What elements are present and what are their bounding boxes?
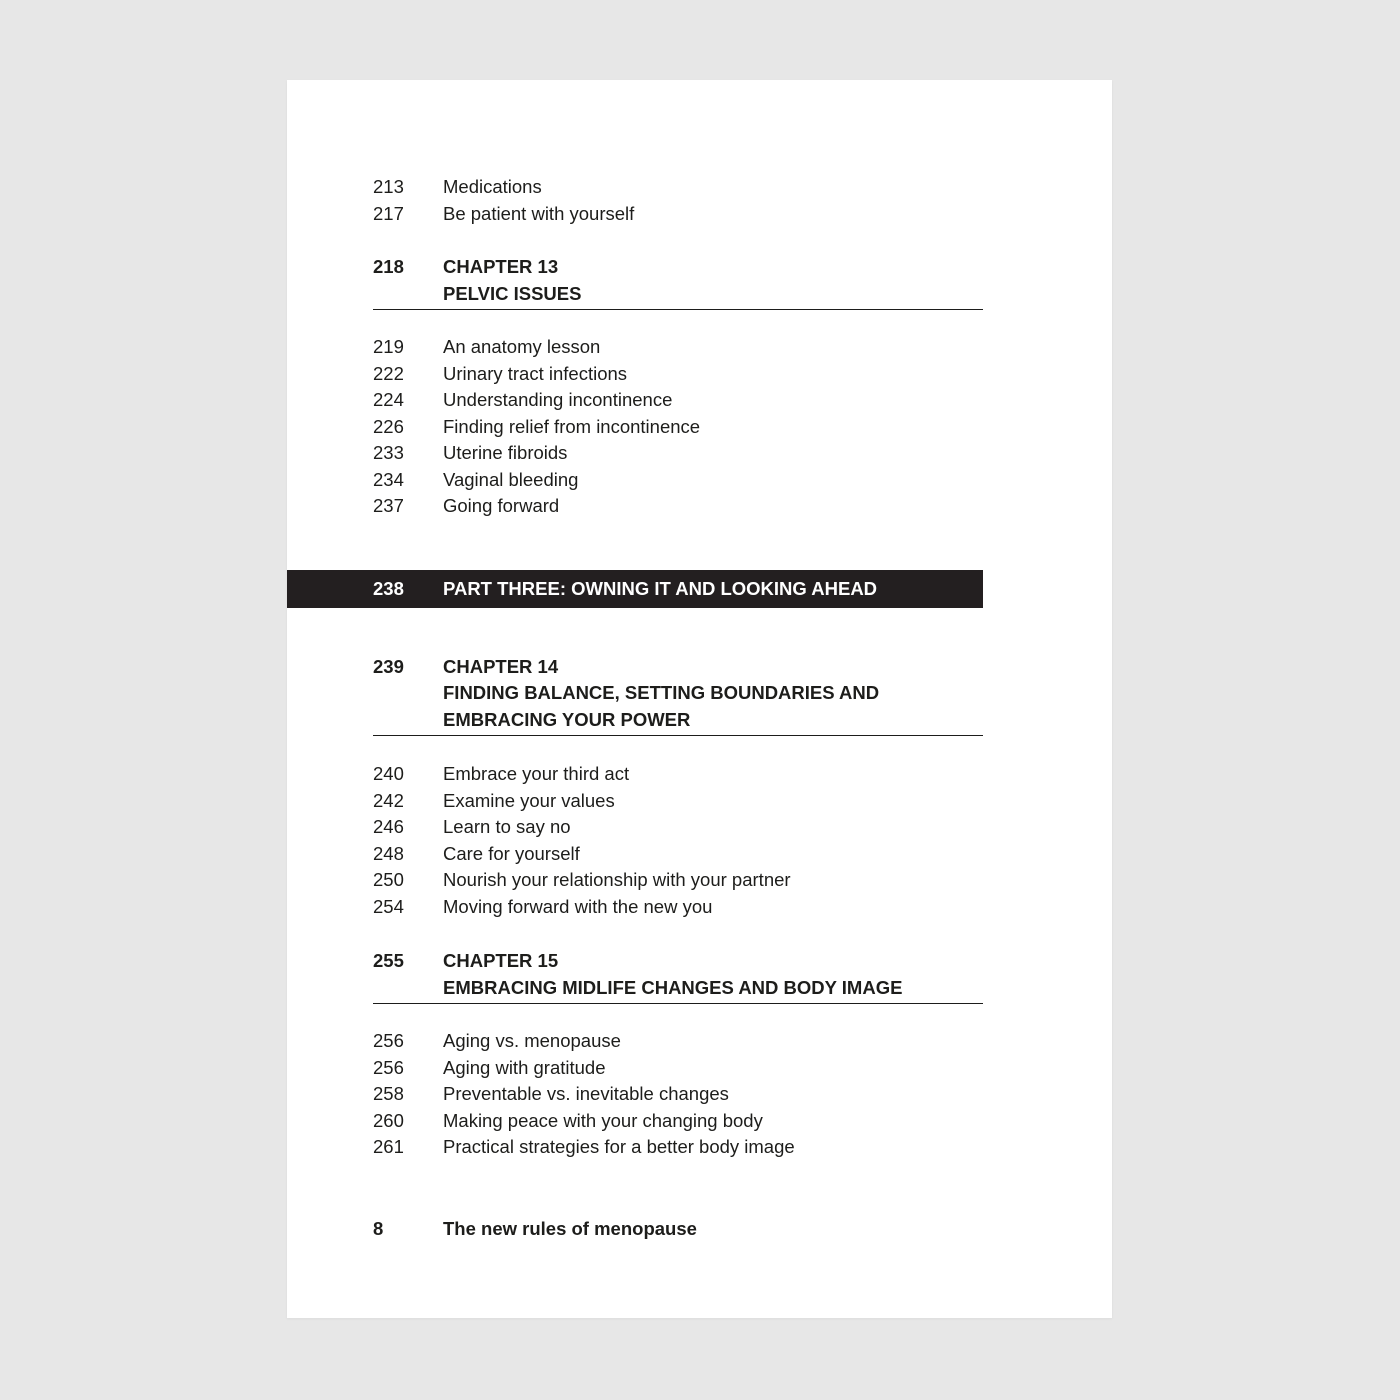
toc-entry	[373, 867, 983, 894]
toc-entry	[373, 361, 983, 388]
toc-entry-page-number: 240	[373, 763, 404, 784]
toc-entry	[373, 1055, 983, 1082]
chapter-heading-line: CHAPTER 14	[443, 655, 559, 677]
toc-entry	[373, 1028, 983, 1055]
toc-entry-title: Aging with gratitude	[443, 1056, 606, 1078]
toc-entry-title: Moving forward with the new you	[443, 895, 713, 917]
toc-entry	[373, 1081, 983, 1108]
chapter-heading	[443, 654, 983, 734]
toc-entry	[373, 493, 983, 520]
toc-entry-page-number: 256	[373, 1030, 404, 1051]
toc-entry-title: Aging vs. menopause	[443, 1030, 621, 1051]
toc-entry-title: Be patient with yourself	[443, 202, 635, 224]
toc-entry-title: Going forward	[443, 495, 560, 516]
chapter-heading-block	[373, 254, 983, 310]
chapter-heading-block	[373, 948, 983, 1004]
toc-entry-page-number: 233	[373, 442, 404, 463]
toc-entry-title: Preventable vs. inevitable changes	[443, 1083, 729, 1104]
toc-entry-title: Care for yourself	[443, 842, 580, 864]
chapter-heading-line: PELVIC ISSUES	[443, 282, 582, 304]
toc-entry	[373, 440, 983, 467]
chapter-heading	[443, 254, 983, 307]
toc-entry-page-number: 234	[373, 468, 404, 490]
toc-entry-group	[373, 761, 983, 920]
running-footer	[373, 1216, 983, 1243]
toc-entry-title: An anatomy lesson	[443, 336, 601, 357]
chapter-page-number: 218	[373, 256, 404, 277]
toc-entry-title: Making peace with your changing body	[443, 1109, 763, 1131]
chapter-heading-line: EMBRACING YOUR POWER	[443, 708, 691, 730]
toc-entry-title: Uterine fibroids	[443, 442, 568, 463]
toc-entry-page-number: 219	[373, 336, 404, 357]
toc-entry-title: Embrace your third act	[443, 763, 630, 784]
toc-entry-title: Medications	[443, 176, 542, 197]
toc-entry	[373, 788, 983, 815]
footer-book-title: The new rules of menopause	[443, 1217, 697, 1239]
toc-entry	[373, 387, 983, 414]
toc-entry-page-number: 254	[373, 895, 404, 917]
table-of-contents	[287, 80, 1112, 1242]
toc-entry-page-number: 258	[373, 1083, 404, 1104]
chapter-heading-line: EMBRACING MIDLIFE CHANGES AND BODY IMAGE	[443, 976, 903, 998]
toc-entry-title: Urinary tract infections	[443, 362, 628, 384]
chapter-heading-line: CHAPTER 15	[443, 950, 559, 971]
toc-entry-title: Nourish your relationship with your partner	[443, 869, 791, 890]
toc-entry-page-number: 217	[373, 202, 404, 224]
book-page	[287, 80, 1112, 1318]
chapter-heading-line: CHAPTER 13	[443, 256, 559, 277]
toc-entry-group	[373, 1028, 983, 1161]
toc-entry-title: Learn to say no	[443, 816, 571, 837]
toc-entry	[373, 761, 983, 788]
toc-entry-group	[373, 174, 983, 227]
toc-entry-page-number: 242	[373, 789, 404, 811]
chapter-heading	[443, 948, 983, 1001]
toc-entry	[373, 174, 983, 201]
chapter-heading-block	[373, 654, 983, 737]
toc-entry	[373, 334, 983, 361]
part-page-number: 238	[373, 577, 404, 599]
toc-entry-page-number: 237	[373, 495, 404, 516]
toc-entry-title: Understanding incontinence	[443, 389, 673, 410]
toc-entry-page-number: 213	[373, 176, 404, 197]
toc-entry	[373, 1108, 983, 1135]
footer-page-number: 8	[373, 1217, 384, 1239]
toc-entry	[373, 841, 983, 868]
toc-entry	[373, 1134, 983, 1161]
toc-entry-page-number: 246	[373, 816, 404, 837]
toc-entry-group	[373, 334, 983, 520]
toc-entry	[373, 414, 983, 441]
toc-entry-page-number: 261	[373, 1136, 404, 1157]
toc-entry-page-number: 248	[373, 842, 404, 864]
chapter-heading-line: FINDING BALANCE, SETTING BOUNDARIES AND	[443, 682, 880, 703]
toc-entry-page-number: 222	[373, 362, 404, 384]
toc-entry-title: Finding relief from incontinence	[443, 415, 701, 437]
toc-entry-title: Vaginal bleeding	[443, 468, 579, 490]
toc-entry-page-number: 224	[373, 389, 404, 410]
chapter-page-number: 239	[373, 655, 404, 677]
toc-entry-page-number: 260	[373, 1109, 404, 1131]
toc-entry	[373, 467, 983, 494]
part-divider-bar	[287, 570, 983, 608]
toc-entry-title: Practical strategies for a better body image	[443, 1136, 795, 1157]
part-title: PART THREE: OWNING IT AND LOOKING AHEAD	[443, 577, 878, 599]
toc-entry-page-number: 250	[373, 869, 404, 890]
toc-entry-title: Examine your values	[443, 789, 615, 811]
toc-entry-page-number: 226	[373, 415, 404, 437]
toc-entry	[373, 814, 983, 841]
toc-entry	[373, 201, 983, 228]
toc-entry-page-number: 256	[373, 1056, 404, 1078]
toc-entry	[373, 894, 983, 921]
chapter-page-number: 255	[373, 950, 404, 971]
